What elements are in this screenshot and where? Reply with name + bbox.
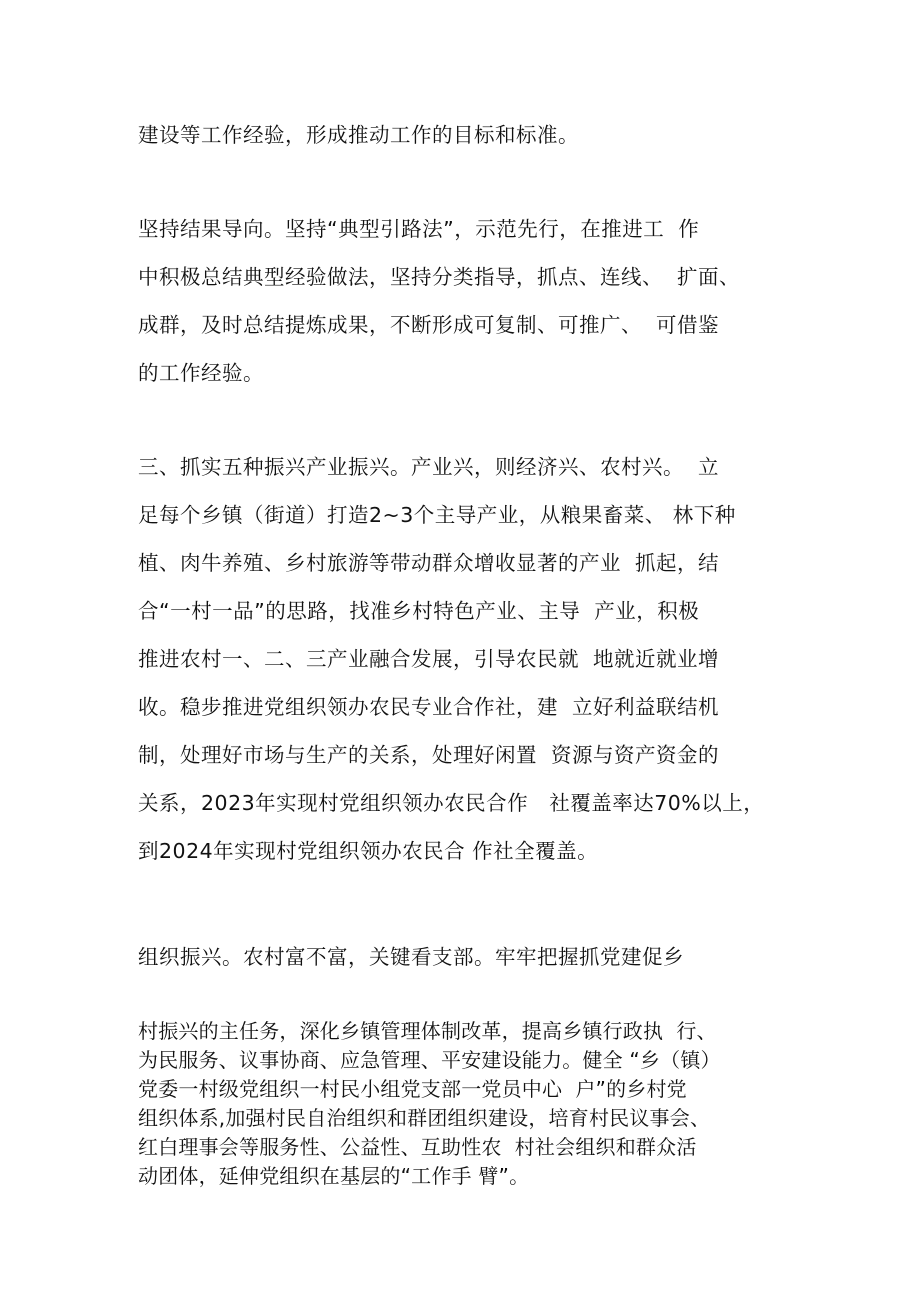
text-line: 为民服务、议事协商、应急管理、平安建设能力。健全 “乡（镇） <box>138 1048 721 1072</box>
text-line: 建设等工作经验，形成推动工作的目标和标准。 <box>138 123 579 147</box>
text-line: 成群，及时总结提炼成果，不断形成可复制、可推广、 可借鉴 <box>138 313 720 337</box>
text-line: 合“一村一品”的思路，找准乡村特色产业、主导 产业，积极 <box>138 599 700 623</box>
text-line: 坚持结果导向。坚持“典型引路法”，示范先行，在推进工 作 <box>138 217 700 241</box>
text-line: 的工作经验。 <box>138 361 264 385</box>
text-line: 红白理事会等服务性、公益性、互助性农 村社会组织和群众活 <box>138 1135 697 1159</box>
text-line: 党委一村级党组织一村民小组党支部一党员中心 户”的乡村党 <box>138 1077 687 1101</box>
text-line: 组织体系,加强村民自治组织和群团组织建设，培育村民议事会、 <box>138 1106 711 1130</box>
text-line: 到2024年实现村党组织领办农民合 作社全覆盖。 <box>138 839 599 863</box>
text-line: 三、抓实五种振兴产业振兴。产业兴，则经济兴、农村兴。 立 <box>138 455 720 479</box>
text-line: 动团体，延伸党组织在基层的“工作手 臂”。 <box>138 1164 530 1188</box>
text-line: 中积极总结典型经验做法，坚持分类指导，抓点、连线、 扩面、 <box>138 265 741 289</box>
text-line: 制，处理好市场与生产的关系，处理好闲置 资源与资产资金的 <box>138 743 720 767</box>
text-line: 组织振兴。农村富不富，关键看支部。牢牢把握抓党建促乡 <box>138 945 684 969</box>
text-line: 村振兴的主任务，深化乡镇管理体制改革，提高乡镇行政执 行、 <box>138 1019 717 1043</box>
text-line: 植、肉牛养殖、乡村旅游等带动群众增收显著的产业 抓起，结 <box>138 551 720 575</box>
text-line: 足每个乡镇（街道）打造2~3个主导产业，从粮果畜菜、 林下种 <box>138 503 736 527</box>
text-line: 收。稳步推进党组织领办农民专业合作社，建 立好利益联结机 <box>138 695 720 719</box>
text-line: 关系，2023年实现村党组织领办农民合作 社覆盖率达70%以上， <box>138 791 765 815</box>
text-line: 推进农村一、二、三产业融合发展，引导农民就 地就近就业增 <box>138 647 720 671</box>
